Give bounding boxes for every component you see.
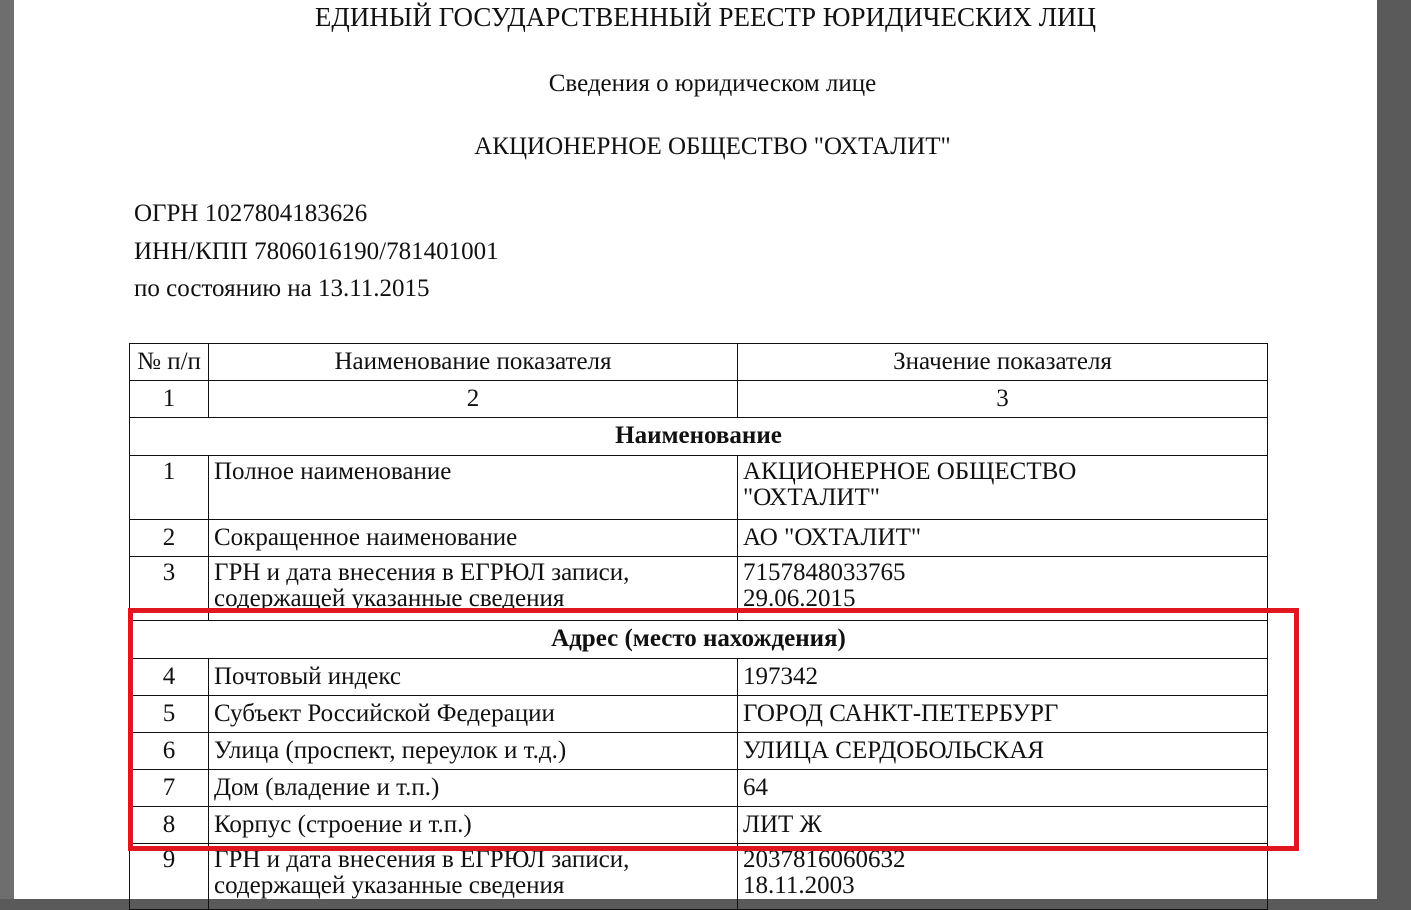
- document-title: ЕДИНЫЙ ГОСУДАРСТВЕННЫЙ РЕЕСТР ЮРИДИЧЕСКИХ ЛИЦ: [314, 2, 1097, 32]
- row-number: 1: [130, 456, 209, 520]
- section-row-naming: [130, 418, 1268, 456]
- table-row: [130, 770, 1268, 807]
- column-number-1: 1: [130, 381, 209, 418]
- row-number: 2: [130, 520, 209, 557]
- row-value: ЛИТ Ж: [738, 807, 1268, 844]
- row-name: Почтовый индекс: [209, 659, 738, 696]
- row-number: 8: [130, 807, 209, 844]
- company-identifiers: [134, 195, 499, 308]
- header-indicator-name: Наименование показателя: [209, 344, 738, 381]
- row-name: Субъект Российской Федерации: [209, 696, 738, 733]
- row-number: 9: [130, 844, 209, 910]
- document-subtitle: Сведения о юридическом лице: [548, 70, 877, 97]
- section-title: Наименование: [130, 418, 1268, 456]
- row-name: ГРН и дата внесения в ЕГРЮЛ записи, содержащей указанные сведения: [209, 557, 738, 621]
- row-number: 4: [130, 659, 209, 696]
- row-number: 5: [130, 696, 209, 733]
- row-name: Полное наименование: [209, 456, 738, 520]
- row-number: 6: [130, 733, 209, 770]
- row-value: АО "ОХТАЛИТ": [738, 520, 1268, 557]
- section-row-address: [130, 621, 1268, 659]
- header-number: № п/п: [130, 344, 209, 381]
- row-value: ГОРОД САНКТ-ПЕТЕРБУРГ: [738, 696, 1268, 733]
- table-row: [130, 807, 1268, 844]
- row-value: 197342: [738, 659, 1268, 696]
- row-name: Дом (владение и т.п.): [209, 770, 738, 807]
- row-name: Улица (проспект, переулок и т.д.): [209, 733, 738, 770]
- column-number-3: 3: [738, 381, 1268, 418]
- row-value: АКЦИОНЕРНОЕ ОБЩЕСТВО "ОХТАЛИТ": [738, 456, 1268, 520]
- row-value: 64: [738, 770, 1268, 807]
- egrul-table: [129, 343, 1268, 910]
- section-title: Адрес (место нахождения): [130, 621, 1268, 659]
- ogrn-line: ОГРН 1027804183626: [134, 200, 368, 227]
- row-value: 2037816060632 18.11.2003: [738, 844, 1268, 910]
- row-number: 3: [130, 557, 209, 621]
- table-row: [130, 520, 1268, 557]
- table-header-row: [130, 344, 1268, 381]
- table-row: [130, 844, 1268, 910]
- row-name: Корпус (строение и т.п.): [209, 807, 738, 844]
- column-number-row: [130, 381, 1268, 418]
- company-name-heading: АКЦИОНЕРНОЕ ОБЩЕСТВО "ОХТАЛИТ": [474, 133, 951, 160]
- row-number: 7: [130, 770, 209, 807]
- as-of-date-line: по состоянию на 13.11.2015: [134, 275, 430, 302]
- table-row: [130, 557, 1268, 621]
- row-name: ГРН и дата внесения в ЕГРЮЛ записи, содержащей указанные сведения: [209, 844, 738, 910]
- table-row: [130, 733, 1268, 770]
- header-indicator-value: Значение показателя: [738, 344, 1268, 381]
- column-number-2: 2: [209, 381, 738, 418]
- table-row: [130, 659, 1268, 696]
- row-value: 7157848033765 29.06.2015: [738, 557, 1268, 621]
- table-row: [130, 456, 1268, 520]
- inn-kpp-line: ИНН/КПП 7806016190/781401001: [134, 237, 499, 265]
- table-row: [130, 696, 1268, 733]
- row-value: УЛИЦА СЕРДОБОЛЬСКАЯ: [738, 733, 1268, 770]
- row-name: Сокращенное наименование: [209, 520, 738, 557]
